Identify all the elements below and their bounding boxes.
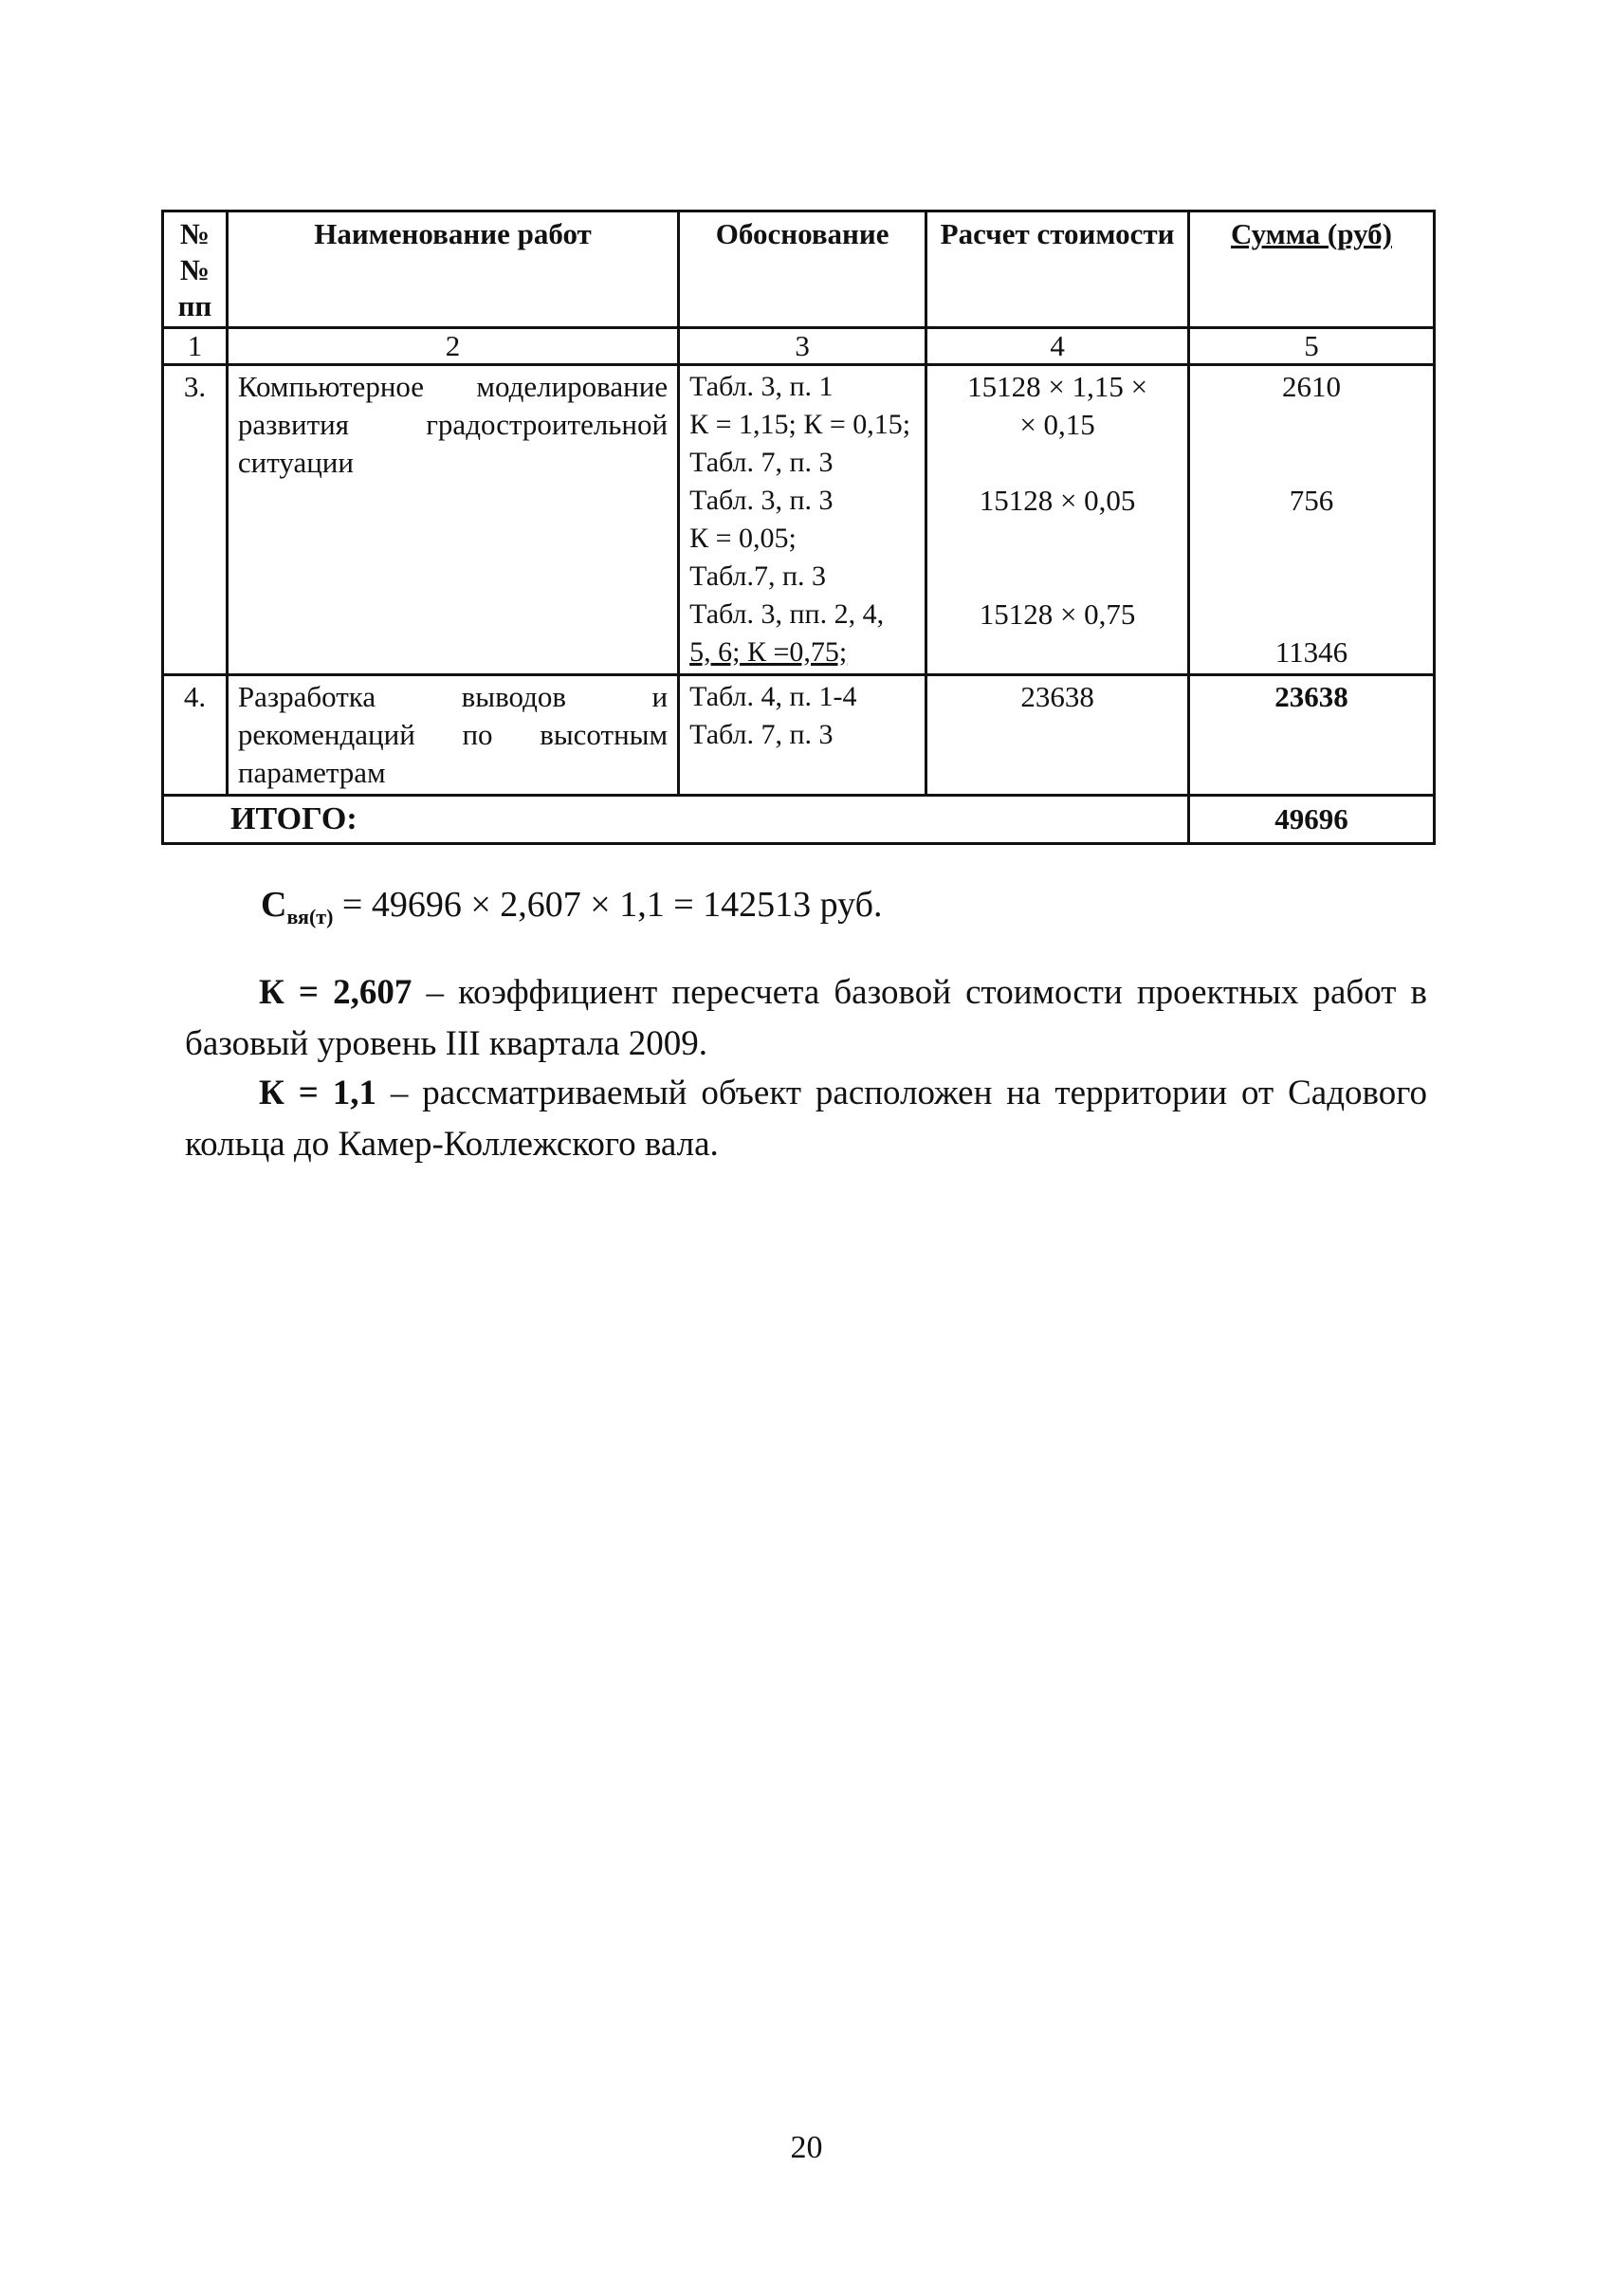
basis-cell (679, 675, 926, 796)
formula-subscript: вя(т) (286, 905, 334, 928)
calc-line: 23638 (1020, 680, 1094, 713)
formula-expression: = 49696 × 2,607 × 1,1 = 142513 руб. (333, 885, 883, 925)
calc-line: 15128 × 0,05 (979, 484, 1136, 517)
calc-line: × 0,15 (1019, 408, 1095, 441)
basis-line: Табл. 7, п. 3 (689, 719, 834, 750)
sum-value: 756 (1289, 484, 1334, 517)
header-basis: Обоснование (679, 211, 926, 328)
header-calculation: Расчет стоимости (926, 211, 1189, 328)
coefficient-paragraph (185, 967, 1427, 1070)
column-number: 3 (679, 328, 926, 365)
header-work-name: Наименование работ (227, 211, 678, 328)
calc-line: 15128 × 1,15 × (967, 370, 1148, 403)
basis-line: Табл. 3, п. 3 (689, 485, 834, 516)
coefficient-lead: К = 1,1 (259, 1074, 376, 1112)
sum-cell (1188, 365, 1434, 675)
cost-table (161, 210, 1436, 845)
table-row (163, 675, 1435, 796)
column-number: 5 (1188, 328, 1434, 365)
table-header-row (163, 211, 1435, 328)
total-label: ИТОГО: (163, 796, 1189, 844)
coefficient-text: – рассматриваемый объект расположен на территории от Садового кольца до Камер-Коллежского вала. (185, 1074, 1427, 1164)
basis-line: Табл. 4, п. 1-4 (689, 681, 857, 712)
coefficient-text: – коэффициент пересчета базовой стоимости проектных работ в базовый уровень III квартала 2009. (185, 973, 1427, 1063)
table-row (163, 365, 1435, 675)
calc-line: 15128 × 0,75 (979, 597, 1136, 631)
basis-line: Табл. 7, п. 3 (689, 447, 834, 478)
column-number: 2 (227, 328, 678, 365)
total-row (163, 796, 1435, 844)
sum-value: 23638 (1274, 680, 1348, 713)
total-value: 49696 (1188, 796, 1434, 844)
work-name: Разработка выводов и рекомендаций по высотным параметрам (227, 675, 678, 796)
basis-line: Табл.7, п. 3 (689, 560, 827, 592)
formula-symbol: С (261, 885, 287, 925)
basis-line: К = 1,15; К = 0,15; (689, 409, 911, 440)
column-number: 4 (926, 328, 1189, 365)
header-sum-text: Сумма (руб) (1230, 217, 1392, 250)
column-number: 1 (163, 328, 228, 365)
coefficient-paragraph (185, 1068, 1427, 1170)
calculation-cell (926, 675, 1189, 796)
basis-line: Табл. 3, п. 1 (689, 371, 834, 402)
basis-cell (679, 365, 926, 675)
page-number: 20 (790, 2130, 823, 2165)
header-sum (1188, 211, 1434, 328)
basis-line: К = 0,05; (689, 523, 797, 554)
sum-cell (1188, 675, 1434, 796)
row-number: 3. (163, 365, 228, 675)
cost-formula (261, 882, 882, 940)
row-number: 4. (163, 675, 228, 796)
calculation-cell (926, 365, 1189, 675)
sum-value: 2610 (1281, 370, 1341, 403)
basis-line: 5, 6; К =0,75; (689, 636, 848, 668)
header-number: №№ пп (163, 211, 228, 328)
work-name: Компьютерное моделирование развития градостроительной ситуации (227, 365, 678, 675)
coefficient-lead: К = 2,607 (259, 973, 412, 1012)
basis-line: Табл. 3, пп. 2, 4, (689, 598, 885, 630)
sum-value: 11346 (1274, 635, 1348, 669)
column-number-row (163, 328, 1435, 365)
